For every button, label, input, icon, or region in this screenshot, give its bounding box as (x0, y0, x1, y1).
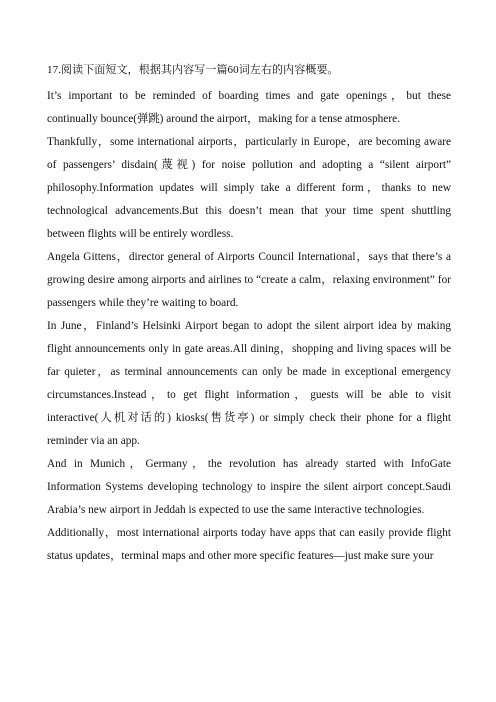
paragraph-5: And in Munich，Germany，the revolution has already started with InfoGate Information Systems developing technology to inspire the silent airport concept.Saudi Arabia’s new airport in Jeddah is expected to use the same interactive technologies. (47, 458, 451, 516)
document-page (47, 63, 451, 568)
paragraph-4: In June，Finland’s Helsinki Airport began to adopt the silent airport idea by making flight announcements only in gate areas.All dining，shopping and living spaces will be far quieter，as terminal announcements can only be made in exceptional emergency circumstances.Instead，to get flight information，guests will be able to visit interactive(人机对话的) kiosks(售货亭) or simply check their phone for a flight reminder via an app. (47, 320, 451, 447)
paragraph-2: Thankfully，some international airports，particularly in Europe，are becoming aware of passengers’ disdain(蔑视) for noise pollution and adopting a “silent airport” philosophy.Information updates will simply take a different form，thanks to new technological advancements.But this doesn’t mean that your time spent shuttling between flights will be entirely wordless. (47, 136, 451, 240)
question-instruction: 17.阅读下面短文，根据其内容写一篇60词左右的内容概要。 (47, 64, 339, 76)
paragraph-6: Additionally，most international airports today have apps that can easily provide flight status updates，terminal maps and other more specific features—just make sure your (47, 527, 451, 562)
paragraph-3: Angela Gittens，director general of Airports Council International，says that there’s a growing desire among airports and airlines to “create a calm，relaxing environment” for passengers while they’re waiting to board. (47, 251, 451, 309)
paragraph-1: It’s important to be reminded of boarding times and gate openings，but these continually bounce(弹跳) around the airport，making for a tense atmosphere. (47, 90, 451, 125)
